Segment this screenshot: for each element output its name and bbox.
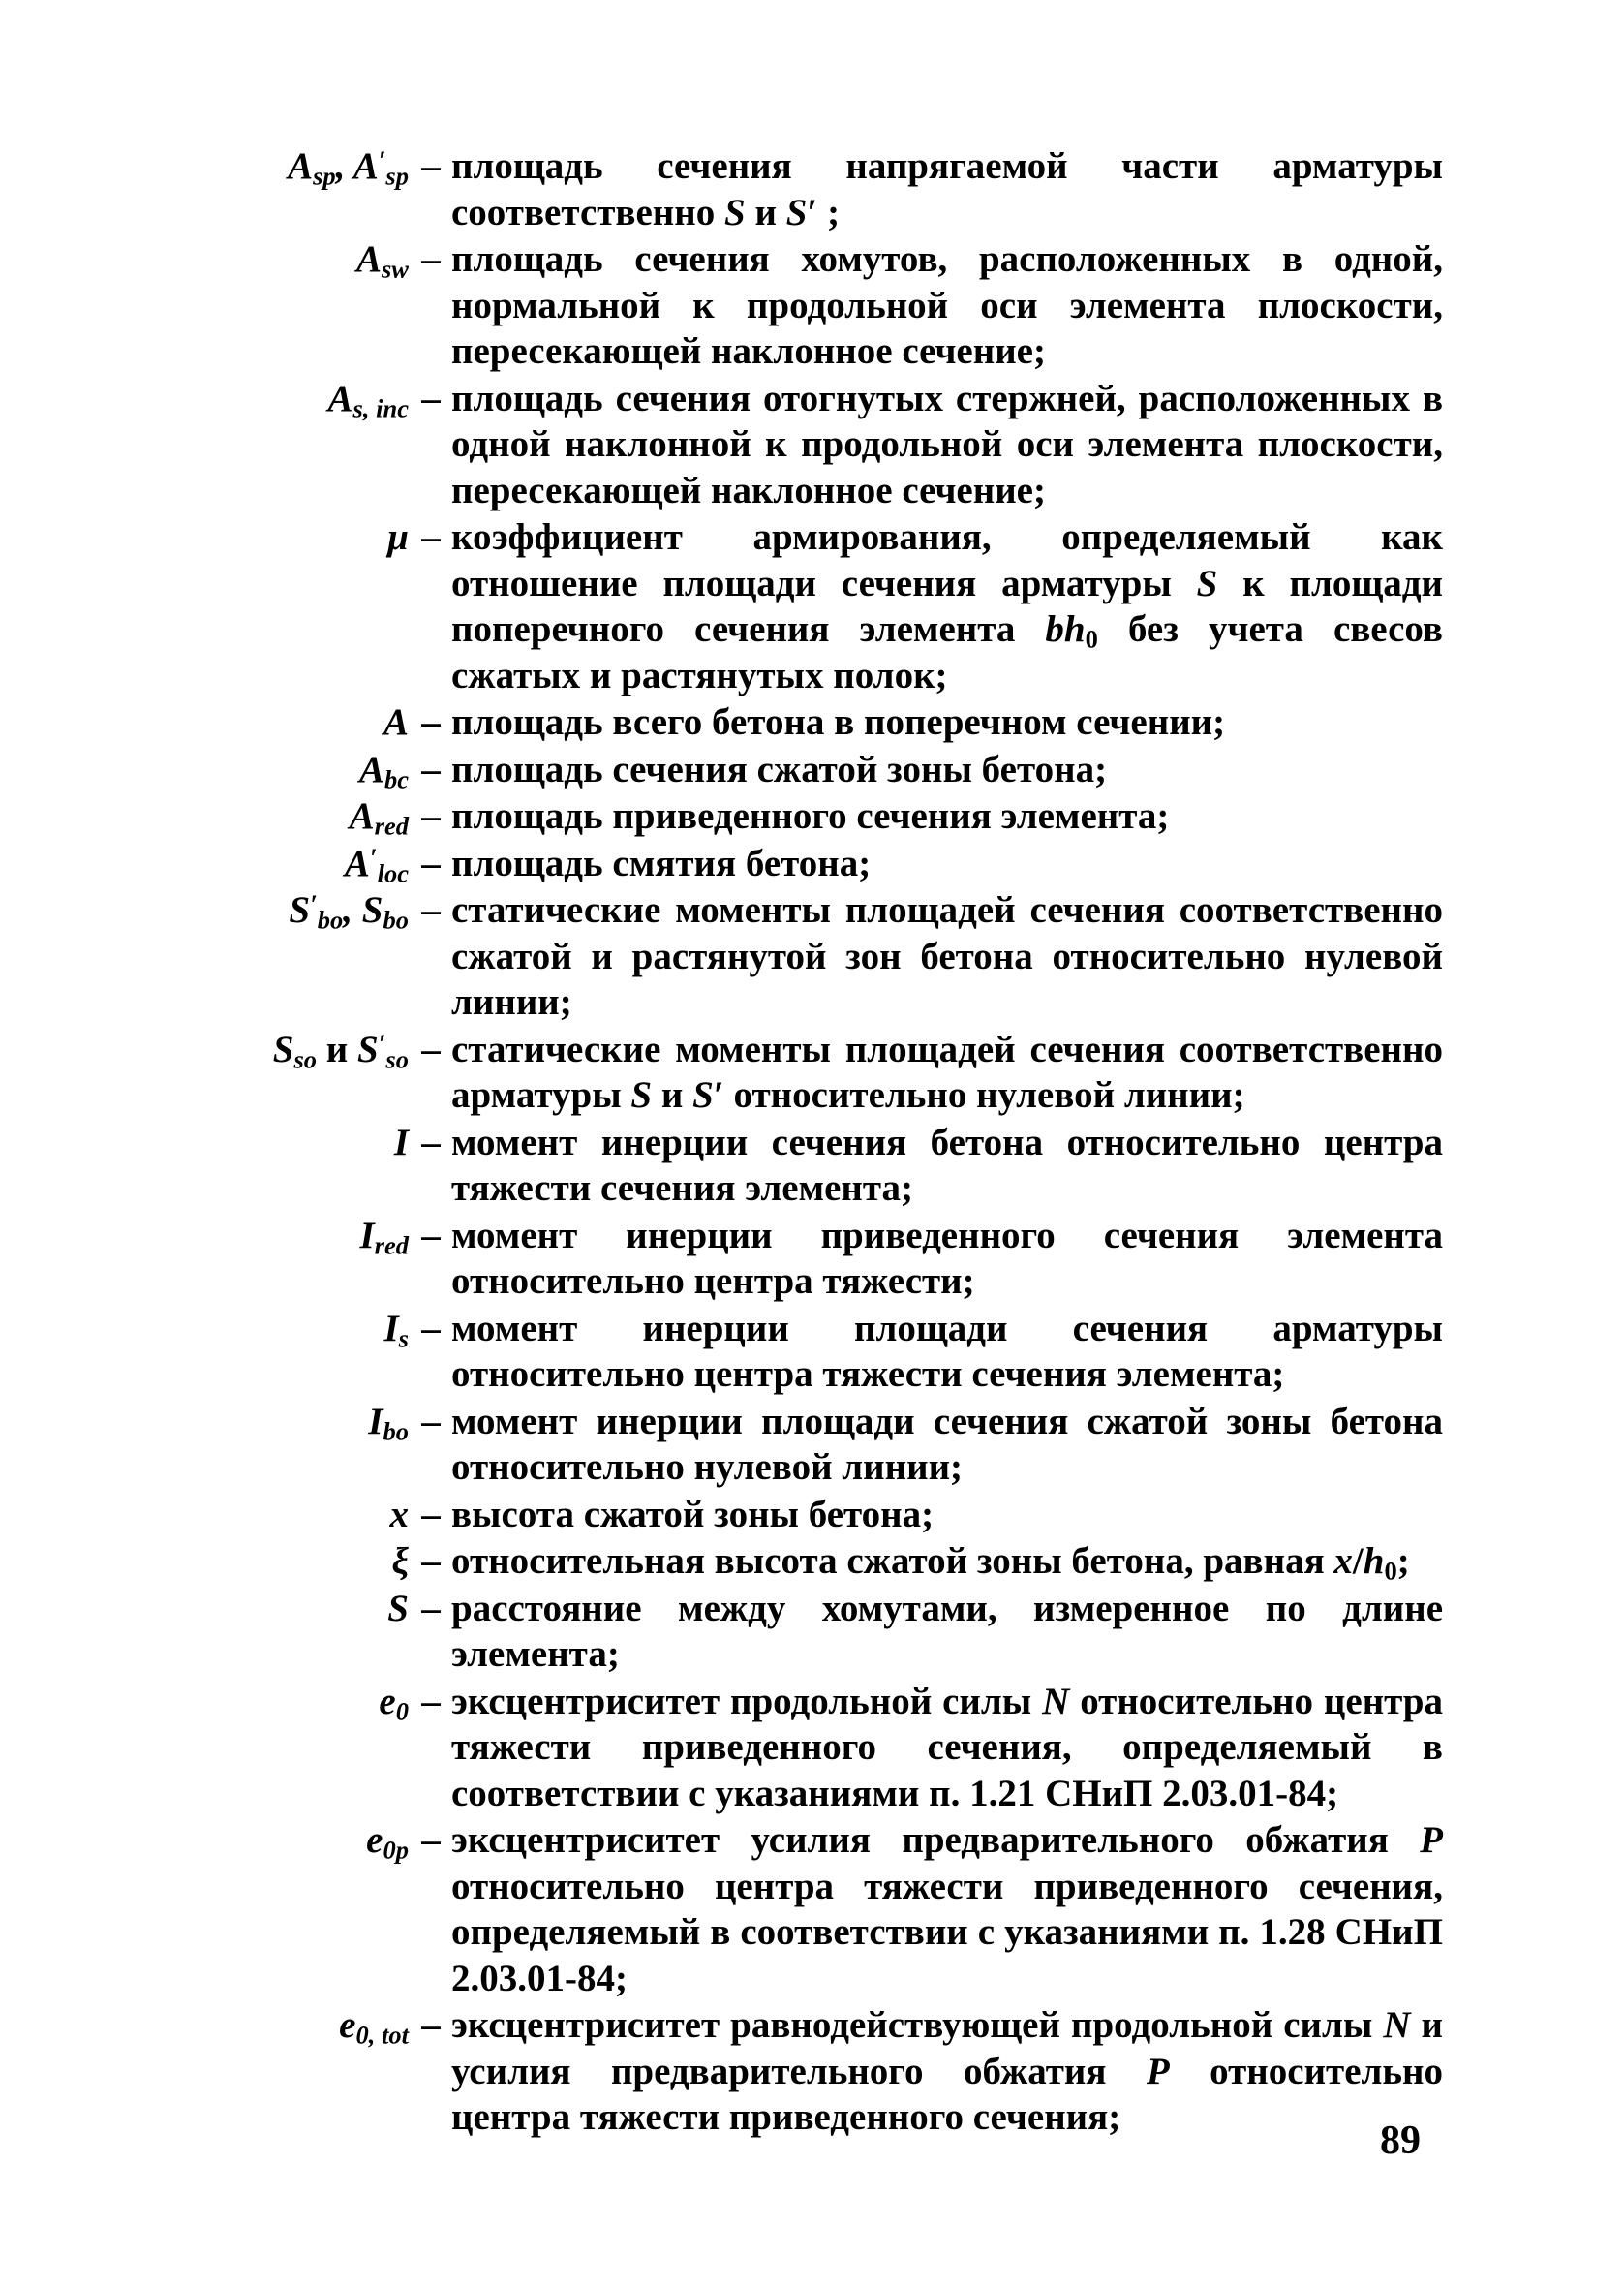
- definition-symbol: $S'_{bo}$, $S_{bo}$: [289, 889, 409, 935]
- definition-text: статические моменты площадей сечения соответственно арматуры S и S′ относительно нулевой линии;: [451, 1028, 1443, 1116]
- definition-text: площадь всего бетона в поперечном сечении;: [451, 701, 1226, 743]
- definition-dash: –: [421, 238, 441, 280]
- definition-item: [194, 236, 1443, 375]
- definition-dash: –: [421, 1493, 441, 1535]
- definitions-list: [194, 143, 1443, 2142]
- definition-item: [194, 1213, 1443, 1305]
- definition-text: статические моменты площадей сечения соответственно сжатой и растянутой зон бетона относительно нулевой линии;: [451, 889, 1443, 1023]
- definition-text: площадь приведенного сечения элемента;: [451, 795, 1170, 837]
- definition-dash: –: [421, 1214, 441, 1256]
- definition-symbol: S: [387, 1587, 409, 1629]
- definition-dash: –: [421, 1121, 441, 1163]
- definition-item: [194, 699, 1443, 746]
- definition-item: [194, 887, 1443, 1026]
- definition-item: [194, 747, 1443, 793]
- definition-symbol: $A'_{loc}$: [344, 842, 409, 888]
- definition-symbol: $A_{sp}$, $A'_{sp}$: [288, 145, 409, 191]
- definition-dash: –: [421, 795, 441, 837]
- definition-dash: –: [421, 1540, 441, 1582]
- definition-text: площадь сечения отогнутых стержней, расположенных в одной наклонной к продольной оси элемента плоскости, пересекающей наклонное сечение;: [451, 377, 1443, 511]
- definition-item: [194, 793, 1443, 840]
- definition-text: эксцентриситет равнодействующей продольной силы N и усилия предварительного обжатия P относительно центра тяжести приведенного сечения;: [451, 2004, 1443, 2138]
- definition-text: момент инерции приведенного сечения элемента относительно центра тяжести;: [451, 1214, 1443, 1302]
- definition-item: [194, 143, 1443, 235]
- definition-item: [194, 1586, 1443, 1678]
- definition-symbol: $A_{sw}$: [355, 238, 409, 284]
- definition-item: [194, 514, 1443, 698]
- definition-item: [194, 841, 1443, 887]
- definition-symbol: x: [389, 1493, 409, 1535]
- definition-item: [194, 2002, 1443, 2141]
- definition-text: высота сжатой зоны бетона;: [451, 1493, 935, 1535]
- definition-symbol: $e_{0, tot}$: [339, 2004, 409, 2050]
- definition-symbol: $I_s$: [383, 1307, 409, 1353]
- definition-item: [194, 1120, 1443, 1212]
- definition-text: площадь смятия бетона;: [451, 842, 872, 884]
- definition-text: эксцентриситет продольной силы N относительно центра тяжести приведенного сечения, определяемый в соответствии с указаниями п. 1.21 СНиП 2.03.01-84;: [451, 1680, 1444, 1814]
- definition-symbol: $A_{bc}$: [358, 748, 409, 794]
- definition-symbol: $e_{0p}$: [366, 1819, 409, 1865]
- definition-item: [194, 1492, 1443, 1538]
- definition-dash: –: [421, 842, 441, 884]
- definition-symbol: $S_{so}$ и $S'_{so}$: [272, 1028, 409, 1074]
- definition-text: эксцентриситет усилия предварительного обжатия P относительно центра тяжести приведенного сечения, определяемый в соответствии с указаниями п. 1.28 СНиП 2.03.01-84;: [451, 1819, 1443, 1999]
- definition-text: площадь сечения сжатой зоны бетона;: [451, 748, 1108, 790]
- definition-symbol: $I_{bo}$: [368, 1400, 409, 1446]
- definition-text: момент инерции площади сечения арматуры относительно центра тяжести сечения элемента;: [451, 1307, 1443, 1395]
- definition-symbol: $A_{s, inc}$: [327, 377, 409, 423]
- definition-item: [194, 1817, 1443, 2001]
- definition-dash: –: [421, 1028, 441, 1070]
- definition-symbol: $A_{red}$: [349, 795, 409, 841]
- definition-text: площадь сечения хомутов, расположенных в одной, нормальной к продольной оси элемента плоскости, пересекающей наклонное сечение;: [451, 238, 1443, 372]
- definition-dash: –: [421, 1680, 441, 1722]
- definition-text: площадь сечения напрягаемой части арматуры соответственно S и S′ ;: [451, 145, 1443, 233]
- definition-text: коэффициент армирования, определяемый как отношение площади сечения арматуры S к площади поперечного сечения элемента $bh_0$ без учета свесов сжатых и растянутых полок;: [451, 516, 1443, 696]
- definition-text: момент инерции площади сечения сжатой зоны бетона относительно нулевой линии;: [451, 1400, 1443, 1488]
- definition-symbol: I: [393, 1121, 409, 1163]
- definition-dash: –: [421, 1819, 441, 1861]
- page-number: 89: [1380, 2119, 1421, 2163]
- definition-dash: –: [421, 748, 441, 790]
- definition-item: [194, 376, 1443, 514]
- definition-text: относительная высота сжатой зоны бетона, равная $x/h_0$;: [451, 1540, 1410, 1586]
- definition-dash: –: [421, 1307, 441, 1349]
- definition-symbol: $e_0$: [379, 1680, 409, 1726]
- definition-item: [194, 1679, 1443, 1817]
- definition-text: расстояние между хомутами, измеренное по длине элемента;: [451, 1587, 1443, 1675]
- definition-symbol: $I_{red}$: [359, 1214, 409, 1260]
- definition-dash: –: [421, 889, 441, 931]
- definition-dash: –: [421, 145, 441, 187]
- definition-dash: –: [421, 377, 441, 419]
- definition-item: [194, 1538, 1443, 1585]
- definition-symbol: A: [383, 701, 409, 743]
- definition-item: [194, 1027, 1443, 1119]
- definition-dash: –: [421, 701, 441, 743]
- definition-dash: –: [421, 516, 441, 558]
- definition-item: [194, 1306, 1443, 1398]
- definition-dash: –: [421, 1400, 441, 1442]
- definition-symbol: ξ: [391, 1540, 409, 1582]
- definition-dash: –: [421, 1587, 441, 1629]
- definition-dash: –: [421, 2004, 441, 2046]
- definition-text: момент инерции сечения бетона относительно центра тяжести сечения элемента;: [451, 1121, 1443, 1209]
- definition-item: [194, 1399, 1443, 1491]
- definition-symbol: μ: [387, 516, 409, 558]
